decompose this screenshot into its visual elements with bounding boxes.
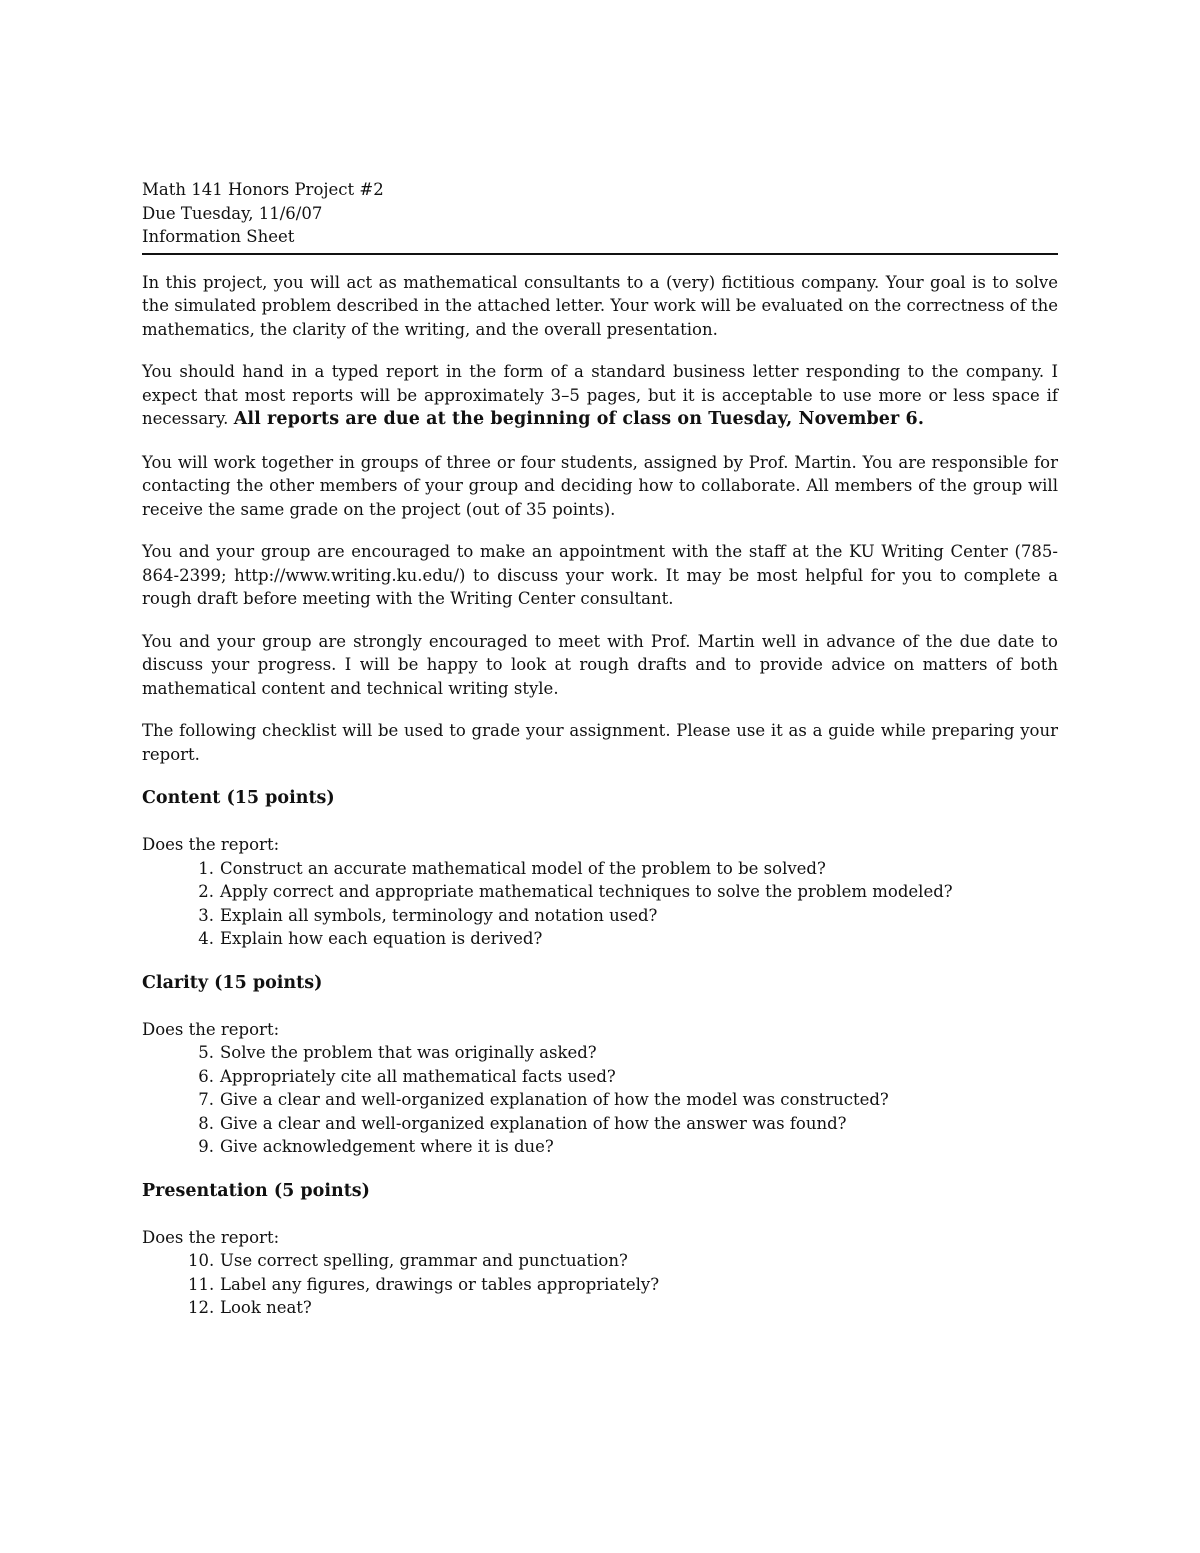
content-heading: Content (15 points) (142, 788, 335, 808)
groups-paragraph: You will work together in groups of three or four students, assigned by Prof. Martin. You are responsible for contacting the other members of your group and deciding how to collaborate. All members of the group will receive the same grade on the project (out of 35 points). (142, 452, 1058, 519)
document-body (142, 178, 1058, 1320)
item-text: Look neat? (220, 1298, 312, 1317)
list-item (142, 1041, 1058, 1065)
item-text: Explain how each equation is derived? (220, 929, 543, 948)
item-text: Construct an accurate mathematical model of the problem to be solved? (220, 858, 826, 878)
item-text: Give a clear and well-organized explanation of how the answer was found? (220, 1113, 847, 1133)
item-text: Explain all symbols, terminology and notation used? (220, 905, 658, 925)
item-text: Appropriately cite all mathematical facts used? (220, 1066, 616, 1086)
content-lead: Does the report: (142, 835, 280, 854)
due-date: Due Tuesday, 11/6/07 (142, 203, 323, 223)
item-text: Label any figures, drawings or tables appropriately? (220, 1274, 660, 1294)
checklist-intro-paragraph: The following checklist will be used to grade your assignment. Please use it as a guide while preparing your report. (142, 721, 1058, 764)
item-number: 11. (188, 1274, 215, 1294)
content-section (142, 786, 1058, 951)
list-item (142, 1088, 1058, 1112)
item-number: 4. (198, 929, 214, 948)
item-number: 7. (198, 1090, 214, 1109)
list-item (142, 880, 1058, 904)
header-rule (142, 253, 1058, 255)
item-text: Give a clear and well-organized explanation of how the model was constructed? (220, 1090, 889, 1109)
intro-paragraph: In this project, you will act as mathematical consultants to a (very) fictitious company. Your goal is to solve the simulated problem described in the attached letter. Your work will be evaluated on the correctness of the mathematics, the clarity of the writing, and the overall presentation. (142, 272, 1058, 339)
content-checklist (142, 857, 1058, 951)
item-number: 8. (198, 1113, 214, 1133)
item-text: Apply correct and appropriate mathematical techniques to solve the problem modeled? (220, 882, 953, 901)
item-text: Give acknowledgement where it is due? (220, 1137, 554, 1156)
item-text: Use correct spelling, grammar and punctuation? (220, 1251, 628, 1270)
writing-center-paragraph: You and your group are encouraged to make an appointment with the staff at the KU Writing Center (785-864-2399; http://www.writing.ku.edu/) to discuss your work. It may be most helpful for you to complete a rough draft before meeting with the Writing Center consultant. (142, 542, 1058, 608)
item-number: 5. (198, 1043, 214, 1062)
clarity-heading: Clarity (15 points) (142, 972, 323, 993)
clarity-checklist (142, 1041, 1058, 1159)
item-text: Solve the problem that was originally asked? (220, 1043, 597, 1062)
list-item (142, 927, 1058, 951)
list-item (142, 1065, 1058, 1089)
list-item (142, 1112, 1058, 1136)
presentation-heading: Presentation (5 points) (142, 1180, 370, 1201)
presentation-section (142, 1179, 1058, 1320)
list-item (142, 904, 1058, 928)
list-item (142, 1249, 1058, 1273)
meeting-paragraph: You and your group are strongly encouraged to meet with Prof. Martin well in advance of the due date to discuss your progress. I will be happy to look at rough drafts and to provide advice on matters of both mathematical content and technical writing style. (142, 631, 1058, 698)
report-paragraph-text: You should hand in a typed report in the form of a standard business letter responding to the company. I expect that most reports will be approximately 3–5 pages, but it is acceptable to use more or less space if necessary. (142, 362, 1058, 428)
item-number: 10. (188, 1251, 215, 1270)
due-notice: All reports are due at the beginning of class on Tuesday, November 6. (233, 409, 925, 429)
clarity-lead: Does the report: (142, 1019, 280, 1039)
document-header (142, 178, 1058, 249)
item-number: 6. (198, 1066, 214, 1086)
presentation-lead: Does the report: (142, 1227, 280, 1247)
item-number: 9. (198, 1137, 214, 1156)
clarity-section (142, 971, 1058, 1159)
list-item (142, 1135, 1058, 1159)
list-item (142, 857, 1058, 881)
item-number: 12. (188, 1298, 215, 1317)
sheet-title: Information Sheet (142, 227, 295, 246)
item-number: 3. (198, 905, 214, 925)
item-number: 2. (198, 882, 214, 901)
report-paragraph (142, 360, 1058, 432)
presentation-checklist (142, 1249, 1058, 1320)
item-number: 1. (198, 858, 214, 878)
list-item (142, 1273, 1058, 1297)
course-title: Math 141 Honors Project #2 (142, 180, 384, 199)
list-item (142, 1296, 1058, 1320)
